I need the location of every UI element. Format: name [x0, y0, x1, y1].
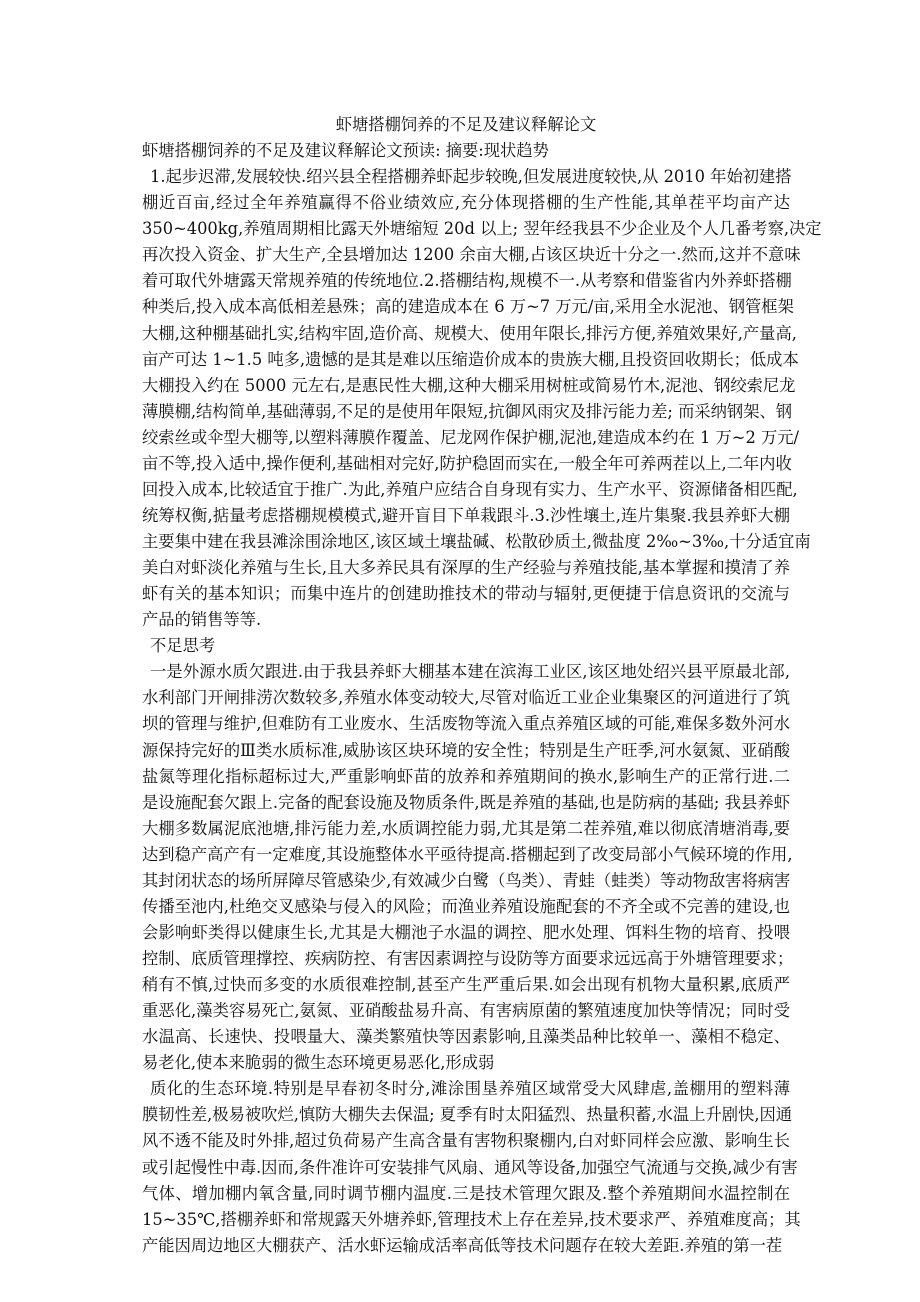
text-line: 大棚多数属泥底池塘,排污能力差,水质调控能力弱,尤其是第二茬养殖,难以彻底清塘消毒,要	[142, 818, 790, 838]
document-title: 虾塘搭棚饲养的不足及建议释解论文	[335, 115, 597, 134]
text-line: 或引起慢性中毒.因而,条件准许可安装排气风扇、通风等设备,加强空气流通与交换,减少有害	[142, 1157, 798, 1177]
text-line: 统筹权衡,掂量考虑搭棚规模模式,避开盲目下单栽跟斗.3.沙性壤土,连片集聚.我县养虾大棚	[142, 505, 790, 525]
text-line: 种类后,投入成本高低相差悬殊；高的建造成本在 6 万~7 万元/亩,采用全水泥池、钢管框架	[142, 297, 794, 317]
text-line: 15~35℃,搭棚养虾和常规露天外塘养虾,管理技术上存在差异,技术要求严、养殖难度高；其	[142, 1209, 801, 1229]
text-line: 稍有不慎,过快而多变的水质很难控制,甚至产生严重后果.如会出现有机物大量积累,底质严	[142, 975, 790, 995]
text-line: 盐氮等理化指标超标过大,严重影响虾苗的放养和养殖期间的换水,影响生产的正常行进.二	[142, 766, 790, 786]
paragraph	[142, 1076, 801, 1258]
text-line: 大棚,这种棚基础扎实,结构牢固,造价高、规模大、使用年限长,排污方便,养殖效果好,产量高,	[142, 323, 797, 343]
text-line: 亩不等,投入适中,操作便利,基础相对完好,防护稳固而实在,一般全年可养两茬以上,二年内收	[142, 453, 792, 473]
section-heading	[142, 633, 790, 659]
text-line: 美白对虾淡化养殖与生长,且大多养民具有深厚的生产经验与养殖技能,基本掌握和摸清了养	[142, 558, 790, 578]
text-line: 不足思考	[150, 636, 216, 656]
text-line: 350~400kg,养殖周期相比露天外塘缩短 20d 以上; 翌年经我县不少企业及个人几番考察,决定	[142, 219, 822, 239]
text-line: 源保持完好的Ⅲ类水质标准,威胁该区块环境的安全性；特别是生产旺季,河水氨氮、亚硝酸	[142, 740, 790, 760]
document-subtitle: 虾塘搭棚饲养的不足及建议释解论文预读: 摘要:现状趋势	[142, 141, 549, 161]
text-line: 坝的管理与维护,但难防有工业废水、生活废物等流入重点养殖区域的可能,难保多数外河水	[142, 714, 790, 734]
text-line: 水利部门开闸排涝次数较多,养殖水体变动较大,尽管对临近工业企业集聚区的河道进行了筑	[142, 688, 790, 708]
text-line: 是设施配套欠跟上.完备的配套设施及物质条件,既是养殖的基础,也是防病的基础; 我县养虾	[142, 792, 790, 812]
text-line: 大棚投入约在 5000 元左右,是惠民性大棚,这种大棚采用树桩或简易竹木,泥池、钢绞索尼龙	[142, 375, 796, 395]
text-line: 质化的生态环境.特别是早春初冬时分,滩涂围垦养殖区域常受大风肆虐,盖棚用的塑料薄	[150, 1079, 790, 1099]
text-line: 易老化,使本来脆弱的微生态环境更易恶化,形成弱	[142, 1053, 495, 1073]
text-line: 1.起步迟滞,发展较快.绍兴县全程搭棚养虾起步较晚,但发展进度较快,从 2010 年始初建搭	[150, 167, 792, 187]
text-line: 水温高、长速快、投喂量大、藻类繁殖快等因素影响,且藻类品种比较单一、藻相不稳定、	[142, 1027, 790, 1047]
text-line: 重恶化,藻类容易死亡,氨氮、亚硝酸盐易升高、有害病原菌的繁殖速度加快等情况；同时受	[142, 1001, 790, 1021]
text-line: 会影响虾类得以健康生长,尤其是大棚池子水温的调控、肥水处理、饵料生物的培育、投喂	[142, 922, 790, 942]
text-line: 绞索丝或伞型大棚等,以塑料薄膜作覆盖、尼龙网作保护棚,泥池,建造成本约在 1 万~2 万元/	[142, 427, 800, 447]
text-line: 回投入成本,比较适宜于推广.为此,养殖户应结合自身现有实力、生产水平、资源储备相匹配,	[142, 479, 798, 499]
text-line: 再次投入资金、扩大生产,全县增加达 1200 余亩大棚,占该区块近十分之一.然而,这并不意味	[142, 245, 801, 265]
text-line: 棚近百亩,经过全年养殖赢得不俗业绩效应,充分体现搭棚的生产性能,其单茬平均亩产达	[142, 193, 790, 213]
paragraph	[142, 659, 794, 1076]
text-line: 薄膜棚,结构简单,基础薄弱,不足的是使用年限短,抗御风雨灾及排污能力差; 而采纳钢架、钢	[142, 401, 793, 421]
text-line: 气体、增加棚内氧含量,同时调节棚内温度.三是技术管理欠跟及.整个养殖期间水温控制在	[142, 1183, 790, 1203]
text-line: 虾有关的基本知识；而集中连片的创建助推技术的带动与辐射,更便捷于信息资讯的交流与	[142, 584, 790, 604]
text-line: 主要集中建在我县滩涂围涂地区,该区域土壤盐碱、松散砂质土,微盐度 2‰~3‰,十分适宜南	[142, 532, 811, 551]
text-line: 一是外源水质欠跟进.由于我县养虾大棚基本建在滨海工业区,该区地处绍兴县平原最北部,	[150, 662, 790, 682]
text-line: 产能因周边地区大棚获产、活水虾运输成活率高低等技术问题存在较大差距.养殖的第一茬	[142, 1235, 783, 1255]
text-line: 其封闭状态的场所屏障尽管感染少,有效减少白鹭（鸟类）、青蛙（蛙类）等动物敌害将病害	[142, 870, 791, 890]
text-line: 产品的销售等等.	[142, 610, 262, 630]
document-body	[142, 112, 822, 1259]
text-line: 风不透不能及时外排,超过负荷易产生高含量有害物积聚棚内,白对虾同样会应激、影响生长	[142, 1131, 790, 1151]
text-line: 传播至池内,杜绝交叉感染与侵入的风险；而渔业养殖设施配套的不齐全或不完善的建设,也	[142, 896, 790, 916]
text-line: 膜韧性差,极易被吹烂,慎防大棚失去保温; 夏季有时太阳猛烈、热量积蓄,水温上升剧快,因通	[142, 1105, 793, 1125]
text-line: 着可取代外塘露天常规养殖的传统地位.2.搭棚结构,规模不一.从考察和借鉴省内外养虾搭棚	[142, 271, 792, 291]
text-line: 控制、底质管理撑控、疾病防控、有害因素调控与设防等方面要求远远高于外塘管理要求；	[142, 949, 794, 968]
paragraph	[142, 164, 822, 633]
text-line: 达到稳产高产有一定难度,其设施整体水平亟待提高.搭棚起到了改变局部小气候环境的作用,	[142, 844, 793, 864]
text-line: 亩产可达 1~1.5 吨多,遗憾的是其是难以压缩造价成本的贵族大棚,且投资回收期长；低成本	[142, 349, 799, 369]
